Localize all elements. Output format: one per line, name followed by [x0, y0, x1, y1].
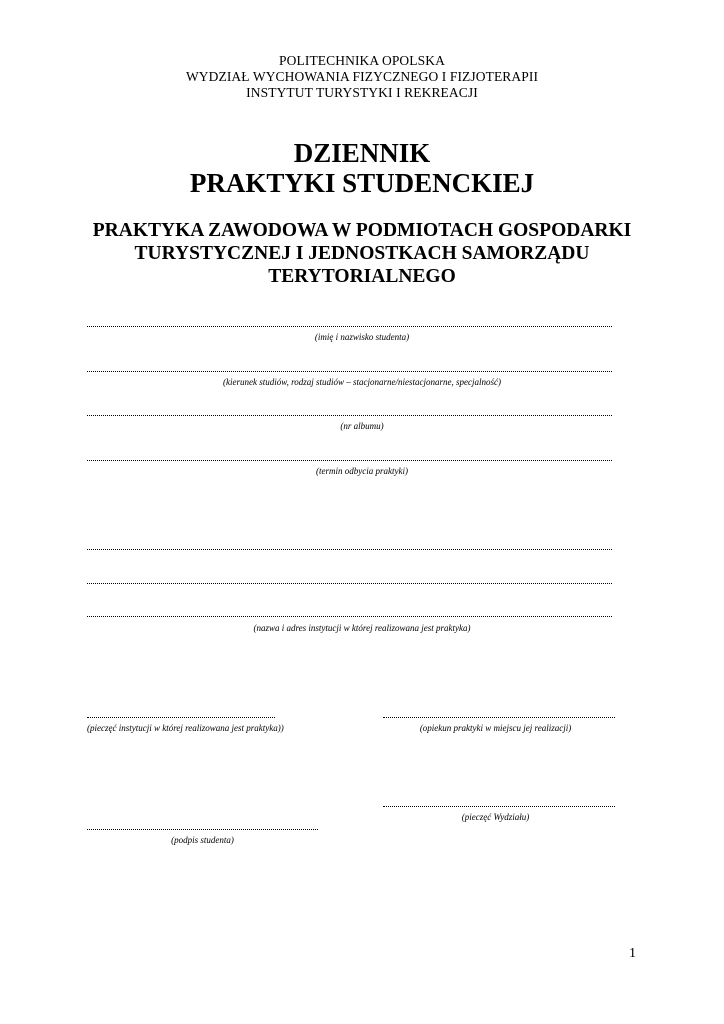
document-title-line2: PRAKTYKI STUDENCKIEJ: [189, 168, 535, 198]
student-signature-field[interactable]: [87, 829, 318, 830]
student-name-field[interactable]: [87, 326, 612, 327]
subtitle-line2: TURYSTYCZNEJ I JEDNOSTKACH SAMORZĄDU: [134, 243, 590, 264]
student-signature-caption: (podpis studenta): [171, 835, 234, 845]
faculty-stamp-caption: (pieczęć Wydziału): [461, 812, 530, 822]
study-details-caption: (kierunek studiów, rodzaj studiów – stacjonarne/niestacjonarne, specjalność): [223, 377, 501, 387]
faculty-stamp-field[interactable]: [383, 806, 615, 807]
institution-field-line1[interactable]: [87, 549, 612, 550]
practice-term-caption: (termin odbycia praktyki): [316, 466, 408, 476]
album-number-caption: (nr albumu): [340, 421, 384, 431]
university-name: POLITECHNIKA OPOLSKA: [279, 53, 445, 68]
institution-caption: (nazwa i adres instytucji w której realizowana jest praktyka): [253, 623, 471, 633]
page-number: 1: [629, 946, 636, 961]
student-name-caption: (imię i nazwisko studenta): [314, 332, 410, 342]
institution-stamp-caption: (pieczęć instytucji w której realizowana jest praktyka)): [87, 723, 284, 733]
supervisor-caption: (opiekun praktyki w miejscu jej realizacji): [419, 723, 572, 733]
institution-field-line3[interactable]: [87, 616, 612, 617]
subtitle-line3: TERYTORIALNEGO: [268, 266, 456, 287]
practice-term-field[interactable]: [87, 460, 612, 461]
institute-name: INSTYTUT TURYSTYKI I REKREACJI: [246, 85, 478, 100]
subtitle-line1: PRAKTYKA ZAWODOWA W PODMIOTACH GOSPODARKI: [92, 220, 632, 241]
supervisor-signature-field[interactable]: [383, 717, 615, 718]
institution-stamp-field[interactable]: [87, 717, 275, 718]
album-number-field[interactable]: [87, 415, 612, 416]
document-title-line1: DZIENNIK: [293, 138, 431, 168]
faculty-name: WYDZIAŁ WYCHOWANIA FIZYCZNEGO I FIZJOTERAPII: [185, 69, 539, 84]
institution-field-line2[interactable]: [87, 583, 612, 584]
study-details-field[interactable]: [87, 371, 612, 372]
